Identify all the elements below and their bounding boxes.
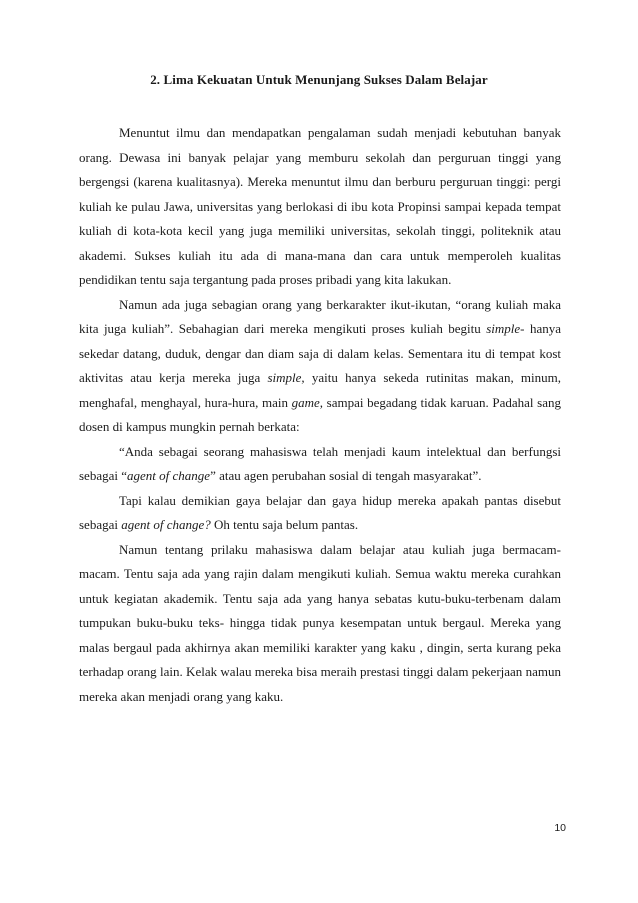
italic-term: agent of change? (121, 517, 211, 532)
paragraph-text: Namun tentang prilaku mahasiswa dalam belajar atau kuliah juga bermacam-macam. Tentu saja ada yang rajin dalam mengikuti kuliah. Semua waktu mereka curahkan untuk kegiatan akademik. Tentu saja ada yang hanya sebatas kutu-buku-terbenam dalam tumpukan buku-buku teks- hingga tidak punya kesempatan untuk bergaul. Mereka yang malas bergaul pada akhirnya akan memiliki karakter yang kaku , dingin, serta kurang peka terhadap orang lain. Kelak walau mereka bisa meraih prestasi tinggi dalam pekerjaan namun mereka akan menjadi orang yang kaku. (79, 541, 561, 704)
paragraph-2 (79, 293, 561, 440)
body-text (79, 121, 561, 709)
paragraph-text: ” atau agen perubahan sosial di tengah masyarakat”. (210, 468, 482, 483)
page-number: 10 (554, 822, 566, 834)
paragraph-text: Namun ada juga sebagian orang yang berkarakter ikut-ikutan, “orang kuliah maka kita juga kuliah”. Sebahagian dari mereka mengikuti proses kuliah begitu (79, 296, 561, 336)
paragraph-text: Oh tentu saja belum pantas. (210, 517, 359, 532)
italic-term: simple- (486, 321, 525, 336)
paragraph-text: “Anda sebagai seorang mahasiswa telah menjadi kaum intelektual dan berfungsi sebagai “ (79, 443, 561, 483)
paragraph-3-quote (79, 440, 561, 489)
paragraph-1 (79, 121, 561, 293)
paragraph-4 (79, 489, 561, 538)
paragraph-text: yaitu hanya sekeda rutinitas makan, minum, menghafal, menghayal, hura-hura, main (79, 370, 562, 410)
section-heading: 2. Lima Kekuatan Untuk Menunjang Sukses Dalam Belajar (150, 72, 488, 87)
paragraph-text: Menuntut ilmu dan mendapatkan pengalaman sudah menjadi kebutuhan banyak orang. Dewasa ini banyak pelajar yang memburu sekolah dan perguruan tinggi yang bergengsi (karena kualitasnya). Mereka menuntut ilmu dan berburu perguruan tinggi: pergi kuliah ke pulau Jawa, universitas yang berlokasi di ibu kota Propinsi sampai kepada tempat kuliah di kota-kota kecil yang juga memiliki universitas, sekolah tinggi, politeknik atau akademi. Sukses kuliah itu ada di mana-mana dan cara untuk memperoleh kualitas pendidikan tentu saja tergantung pada proses pribadi yang kita lakukan. (79, 125, 561, 287)
italic-term: simple, (267, 370, 305, 385)
italic-term: agent of change (127, 468, 211, 483)
paragraph-5 (79, 538, 561, 710)
italic-term: game, (291, 394, 324, 410)
paragraph-text: hanya sekedar datang, duduk, dengar dan diam saja di dalam kelas. Sementara itu di tempat kost aktivitas atau kerja mereka juga (79, 321, 561, 385)
paragraph-text: Tapi kalau demikian gaya belajar dan gaya hidup mereka apakah pantas disebut sebagai (79, 492, 561, 532)
paragraph-text: sampai begadang tidak karuan. Padahal sang dosen di kampus mungkin pernah berkata: (79, 394, 561, 434)
